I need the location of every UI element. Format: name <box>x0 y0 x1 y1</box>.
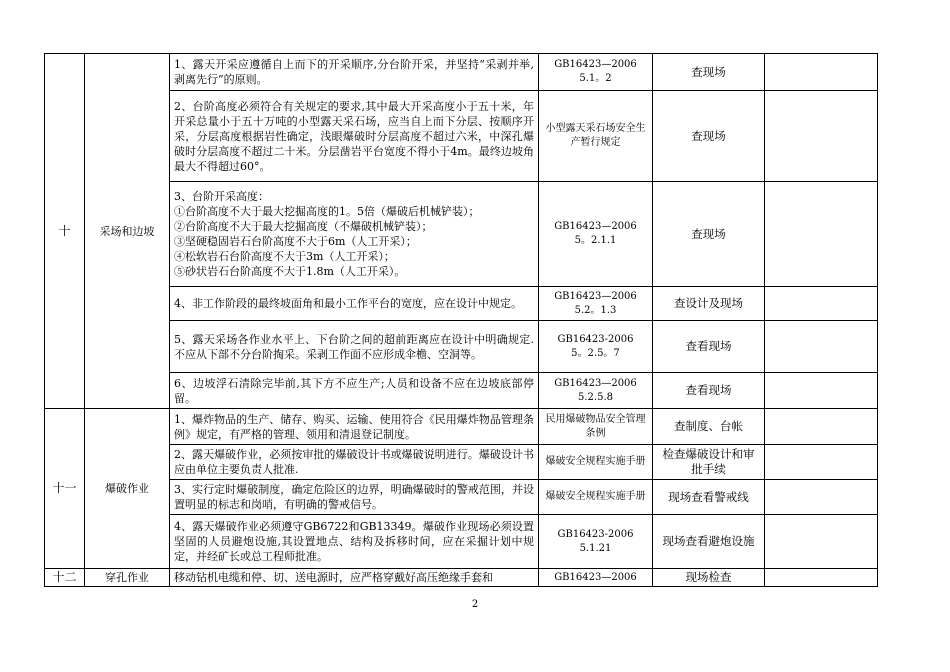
note-cell <box>765 373 878 409</box>
standard-cell <box>539 480 653 515</box>
requirement-line: ⑤砂状岩石台阶高度不大于1.8m（人工开采）。 <box>174 265 406 278</box>
note-cell <box>765 409 878 445</box>
method-cell: 现场查看避炮设施 <box>653 515 765 569</box>
table-row <box>45 480 878 515</box>
note-cell <box>765 480 878 515</box>
requirement-cell <box>170 515 539 569</box>
standard-line: 5.2。1.3 <box>574 304 617 316</box>
standard-cell <box>539 54 653 91</box>
requirement-cell <box>170 569 539 587</box>
method-cell: 查看现场 <box>653 373 765 409</box>
table-row <box>45 91 878 182</box>
section-name: 爆破作业 <box>85 409 170 569</box>
method-cell: 现场查看警戒线 <box>653 480 765 515</box>
requirement-cell <box>170 91 539 182</box>
requirement-line: 2、台阶高度必须符合有关规定的要求,其中最大开采高度小于五十米，年开采总量小于五十万吨的小型露天采石场，应当自上而下分层、按顺序开采，分层高度根据岩性确定，浅眼爆破时分层高度不超过六米，中深孔爆破时分层高度不超过二十米。分层凿岩平台宽度不得小于4m。最终边坡角最大不得超过60°。 <box>174 99 534 173</box>
standard-cell <box>539 515 653 569</box>
method-cell: 查看现场 <box>653 321 765 373</box>
method-cell: 现场检查 <box>653 569 765 587</box>
requirement-line: 2、露天爆破作业，必须按审批的爆破设计书或爆破说明进行。爆破设计书应由单位主要负责人批准. <box>174 448 534 476</box>
requirement-line: 4、露天爆破作业必须遵守GB6722和GB13349。爆破作业现场必须设置坚固的人员避炮设施,其设置地点、结构及拆移时间，应在采掘计划中规定，并经矿长或总工程师批准。 <box>174 520 534 563</box>
note-cell <box>765 287 878 321</box>
method-cell: 查现场 <box>653 54 765 91</box>
standard-cell <box>539 182 653 287</box>
standard-cell <box>539 409 653 445</box>
standard-cell <box>539 373 653 409</box>
standard-line: GB16423—2006 <box>554 571 637 583</box>
requirement-line: 移动钻机电缆和停、切、送电源时，应严格穿戴好高压绝缘手套和 <box>174 571 493 584</box>
standard-cell <box>539 569 653 587</box>
standard-line: GB16423-2006 <box>557 528 634 540</box>
requirement-cell <box>170 54 539 91</box>
method-cell: 查现场 <box>653 91 765 182</box>
standard-line: GB16423—2006 <box>554 59 637 70</box>
standard-cell <box>539 321 653 373</box>
table-row <box>45 182 878 287</box>
table-row <box>45 54 878 91</box>
standard-line: GB16423—2006 <box>554 221 637 232</box>
standard-line: 5。2.5。7 <box>571 347 620 359</box>
standard-line: GB16423—2006 <box>554 377 637 389</box>
standard-cell <box>539 91 653 182</box>
requirement-line: 3、实行定时爆破制度，确定危险区的边界，明确爆破时的警戒范围，并设置明显的标志和岗哨，有明确的警戒信号。 <box>174 483 534 511</box>
table-row <box>45 569 878 587</box>
requirement-line: ③坚硬稳固岩石台阶高度不大于6m（人工开采）； <box>174 235 417 248</box>
requirement-line: ②台阶高度不大于最大挖掘高度（不爆破机械铲装）； <box>174 220 433 233</box>
requirement-line: 3、台阶开采高度： <box>174 190 269 203</box>
standard-cell <box>539 287 653 321</box>
standard-line: 小型露天采石场安全生产暂行规定 <box>545 123 646 148</box>
method-cell: 查现场 <box>653 182 765 287</box>
standard-cell <box>539 445 653 480</box>
section-number: 十二 <box>45 569 85 587</box>
inspection-table <box>44 53 878 587</box>
requirement-cell <box>170 321 539 373</box>
standard-line: 爆破安全规程实施手册 <box>545 456 646 467</box>
section-number: 十一 <box>45 409 85 569</box>
requirement-cell <box>170 373 539 409</box>
standard-line: 5。2.1.1 <box>574 235 617 246</box>
standard-line: 5.1。2 <box>579 73 612 84</box>
method-cell: 查设计及现场 <box>653 287 765 321</box>
requirement-cell <box>170 182 539 287</box>
standard-line: 民用爆破物品安全管理条例 <box>545 413 646 439</box>
page-number: 2 <box>471 599 479 610</box>
standard-line: 5.1.21 <box>579 542 612 554</box>
requirement-line: 4、非工作阶段的最终坡面角和最小工作平台的宽度，应在设计中规定。 <box>174 297 522 310</box>
table-row <box>45 321 878 373</box>
requirement-line: ④松软岩石台阶高度不大于3m（人工开采）； <box>174 250 395 263</box>
note-cell <box>765 321 878 373</box>
note-cell <box>765 515 878 569</box>
table-row <box>45 287 878 321</box>
method-cell: 查制度、台帐 <box>653 409 765 445</box>
standard-line: 爆破安全规程实施手册 <box>545 491 646 502</box>
note-cell <box>765 54 878 91</box>
requirement-cell <box>170 409 539 445</box>
note-cell <box>765 182 878 287</box>
section-number: 十 <box>45 54 85 409</box>
requirement-line: 1、爆炸物品的生产、储存、购买、运输、使用符合《民用爆炸物品管理条例》规定，有严格的管理、领用和清退登记制度。 <box>174 412 534 441</box>
standard-line: 5.2.5.8 <box>578 391 613 403</box>
section-name: 穿孔作业 <box>85 569 170 587</box>
note-cell <box>765 569 878 587</box>
requirement-cell <box>170 287 539 321</box>
requirement-cell <box>170 480 539 515</box>
requirement-cell <box>170 445 539 480</box>
section-name: 采场和边坡 <box>85 54 170 409</box>
note-cell <box>765 445 878 480</box>
note-cell <box>765 91 878 182</box>
requirement-line: 6、边坡浮石清除完毕前,其下方不应生产;人员和设备不应在边坡底部停留。 <box>174 376 534 405</box>
standard-line: GB16423—2006 <box>554 290 637 302</box>
method-cell: 检查爆破设计和审批手续 <box>653 445 765 480</box>
standard-line: GB16423-2006 <box>557 333 634 345</box>
table-row <box>45 409 878 445</box>
table-row <box>45 515 878 569</box>
requirement-line: ①台阶高度不大于最大挖掘高度的1。5倍（爆破后机械铲装）； <box>174 205 480 218</box>
requirement-line: 5、露天采场各作业水平上、下台阶之间的超前距离应在设计中明确规定.不应从下部不分台阶掏采。采剥工作面不应形成伞檐、空洞等。 <box>174 332 534 361</box>
requirement-line: 1、露天开采应遵循自上而下的开采顺序,分台阶开采，并坚持“采剥并举,剥离先行”的原则。 <box>174 58 534 86</box>
table-row <box>45 373 878 409</box>
table-row <box>45 445 878 480</box>
